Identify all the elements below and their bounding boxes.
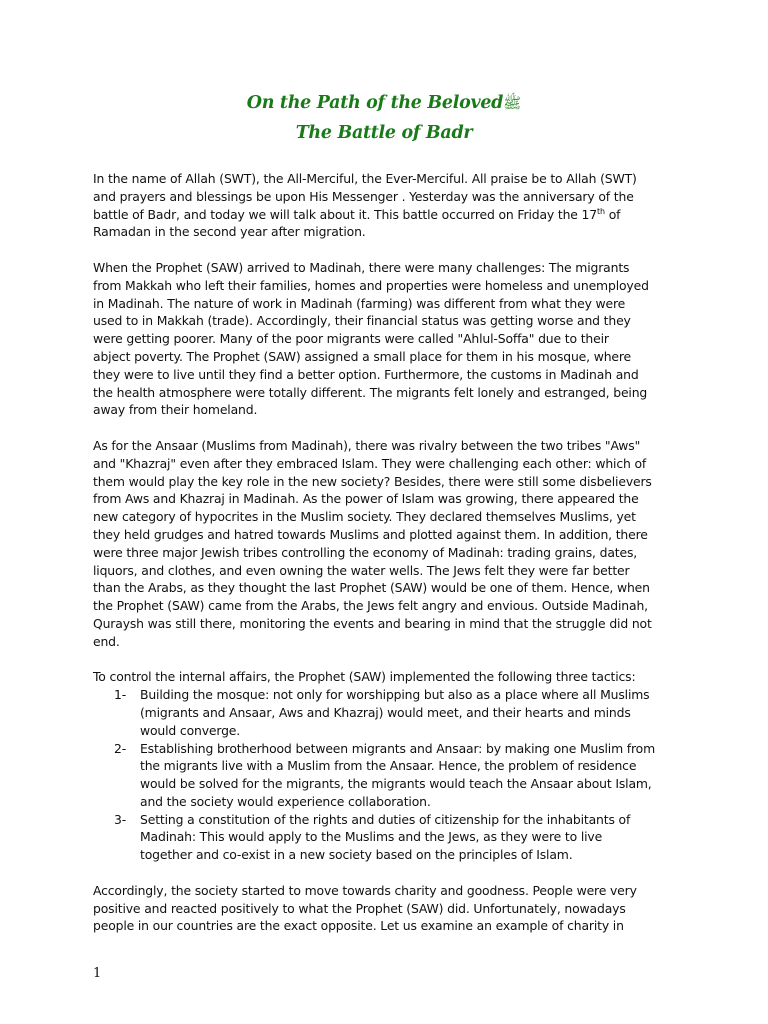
paragraph-1: [93, 170, 683, 241]
text-line: Building the mosque: not only for worshipping but also as a place where all Muslims: [140, 687, 650, 703]
list-item: [114, 811, 683, 864]
text-line: the health atmosphere were totally different. The migrants felt lonely and estranged, being: [93, 384, 648, 400]
text-line: When the Prophet (SAW) arrived to Madinah, there were many challenges: The migrants: [93, 259, 630, 275]
text-line: they were to live until they find a better option. Furthermore, the customs in Madinah and: [93, 366, 639, 382]
paragraph-4: [93, 668, 683, 686]
text-line: from Aws and Khazraj in Madinah. As the power of Islam was growing, there appeared the: [93, 491, 639, 507]
text-line: In the name of Allah (SWT), the All-Merciful, the Ever-Merciful. All praise be to Allah (SWT): [93, 171, 637, 186]
text-line: from Makkah who left their families, homes and properties were homeless and unemployed: [93, 277, 649, 293]
text-line: and "Khazraj" even after they embraced Islam. They were challenging each other: which of: [93, 455, 647, 471]
text-line: To control the internal affairs, the Prophet (SAW) implemented the following three tactics:: [93, 669, 636, 685]
list-number: 3-: [114, 811, 127, 827]
list-item-text: [140, 740, 683, 811]
text-line: Madinah: This would apply to the Muslims and the Jews, as they were to live: [140, 829, 603, 845]
text-line: were three major Jewish tribes controlling the economy of Madinah: trading grains, dates,: [93, 544, 638, 560]
text-line: used to in Makkah (trade). Accordingly, their financial status was getting worse and they: [93, 313, 631, 329]
text-line: Ramadan in the second year after migration.: [93, 224, 366, 240]
text-line: in Madinah. The nature of work in Madinah (farming) was different from what they were: [93, 295, 626, 311]
text-line: Setting a constitution of the rights and duties of citizenship for the inhabitants of: [140, 811, 631, 827]
text-line: Accordingly, the society started to move towards charity and goodness. People were very: [93, 882, 637, 898]
list-item-text: [140, 811, 683, 864]
text-line: were getting poorer. Many of the poor migrants were called "Ahlul-Soffa" due to their: [93, 331, 609, 347]
text-line: away from their homeland.: [93, 402, 258, 418]
superscript: th: [597, 206, 605, 216]
text-line: new category of hypocrites in the Muslim society. They declared themselves Muslims, yet: [93, 509, 636, 525]
honorific-glyph: ﷺ: [503, 94, 522, 112]
text-line: (migrants and Ansaar, Aws and Khazraj) would meet, and their hearts and minds: [140, 704, 631, 720]
list-item: [114, 740, 683, 811]
text-line: positive and reacted positively to what the Prophet (SAW) did. Unfortunately, nowadays: [93, 900, 626, 916]
paragraph-3: [93, 437, 683, 651]
text-line: them would play the key role in the new society? Besides, there were still some disbelievers: [93, 473, 652, 489]
text-line: abject poverty. The Prophet (SAW) assigned a small place for them in his mosque, where: [93, 348, 632, 364]
body-text: [93, 170, 683, 935]
title-main: On the Path of the Beloved: [246, 93, 504, 113]
text-line: the migrants live with a Muslim from the Ansaar. Hence, the problem of residence: [140, 758, 637, 774]
text-line: As for the Ansaar (Muslims from Madinah), there was rivalry between the two tribes "Aws": [93, 437, 641, 453]
paragraph-5: [93, 882, 683, 935]
text-line: [93, 206, 683, 224]
paragraph-gap: [93, 241, 683, 259]
text-line: and the society would experience collaboration.: [140, 793, 431, 809]
title-line-2: The Battle of Badr: [295, 123, 473, 143]
paragraph-gap: [93, 651, 683, 669]
text-line: together and co-exist in a new society based on the principles of Islam.: [140, 847, 573, 863]
numbered-list: [93, 686, 683, 864]
text-line: end.: [93, 633, 120, 649]
text-line: the Prophet (SAW) came from the Arabs, the Jews felt angry and envious. Outside Madinah,: [93, 598, 648, 614]
paragraph-2: [93, 259, 683, 419]
paragraph-gap: [93, 864, 683, 882]
text-line: than the Arabs, as they thought the last Prophet (SAW) would be one of them. Hence, when: [93, 580, 650, 596]
text-line: would converge.: [140, 722, 241, 738]
text-line: liquors, and clothes, and even owning the water wells. The Jews felt they were far better: [93, 562, 630, 578]
list-item: [114, 686, 683, 739]
list-number: 1-: [114, 687, 127, 703]
text-run: battle of Badr, and today we will talk about it. This battle occurred on Friday the 17: [93, 206, 598, 222]
list-item-text: [140, 686, 683, 739]
document-title: [0, 88, 768, 148]
text-line: people in our countries are the exact opposite. Let us examine an example of charity in: [93, 918, 624, 934]
text-run: of: [608, 206, 621, 222]
paragraph-gap: [93, 419, 683, 437]
text-line: and prayers and blessings be upon His Messenger . Yesterday was the anniversary of the: [93, 188, 634, 204]
title-line-1: [0, 88, 768, 118]
text-line: Establishing brotherhood between migrants and Ansaar: by making one Muslim from: [140, 740, 656, 756]
text-line: would be solved for the migrants, the migrants would teach the Ansaar about Islam,: [140, 776, 652, 792]
text-line: Quraysh was still there, monitoring the events and bearing in mind that the struggle did not: [93, 615, 652, 631]
text-line: they held grudges and hatred towards Muslims and plotted against them. In addition, there: [93, 526, 648, 542]
page-number: 1: [93, 966, 102, 981]
list-number: 2-: [114, 740, 127, 756]
